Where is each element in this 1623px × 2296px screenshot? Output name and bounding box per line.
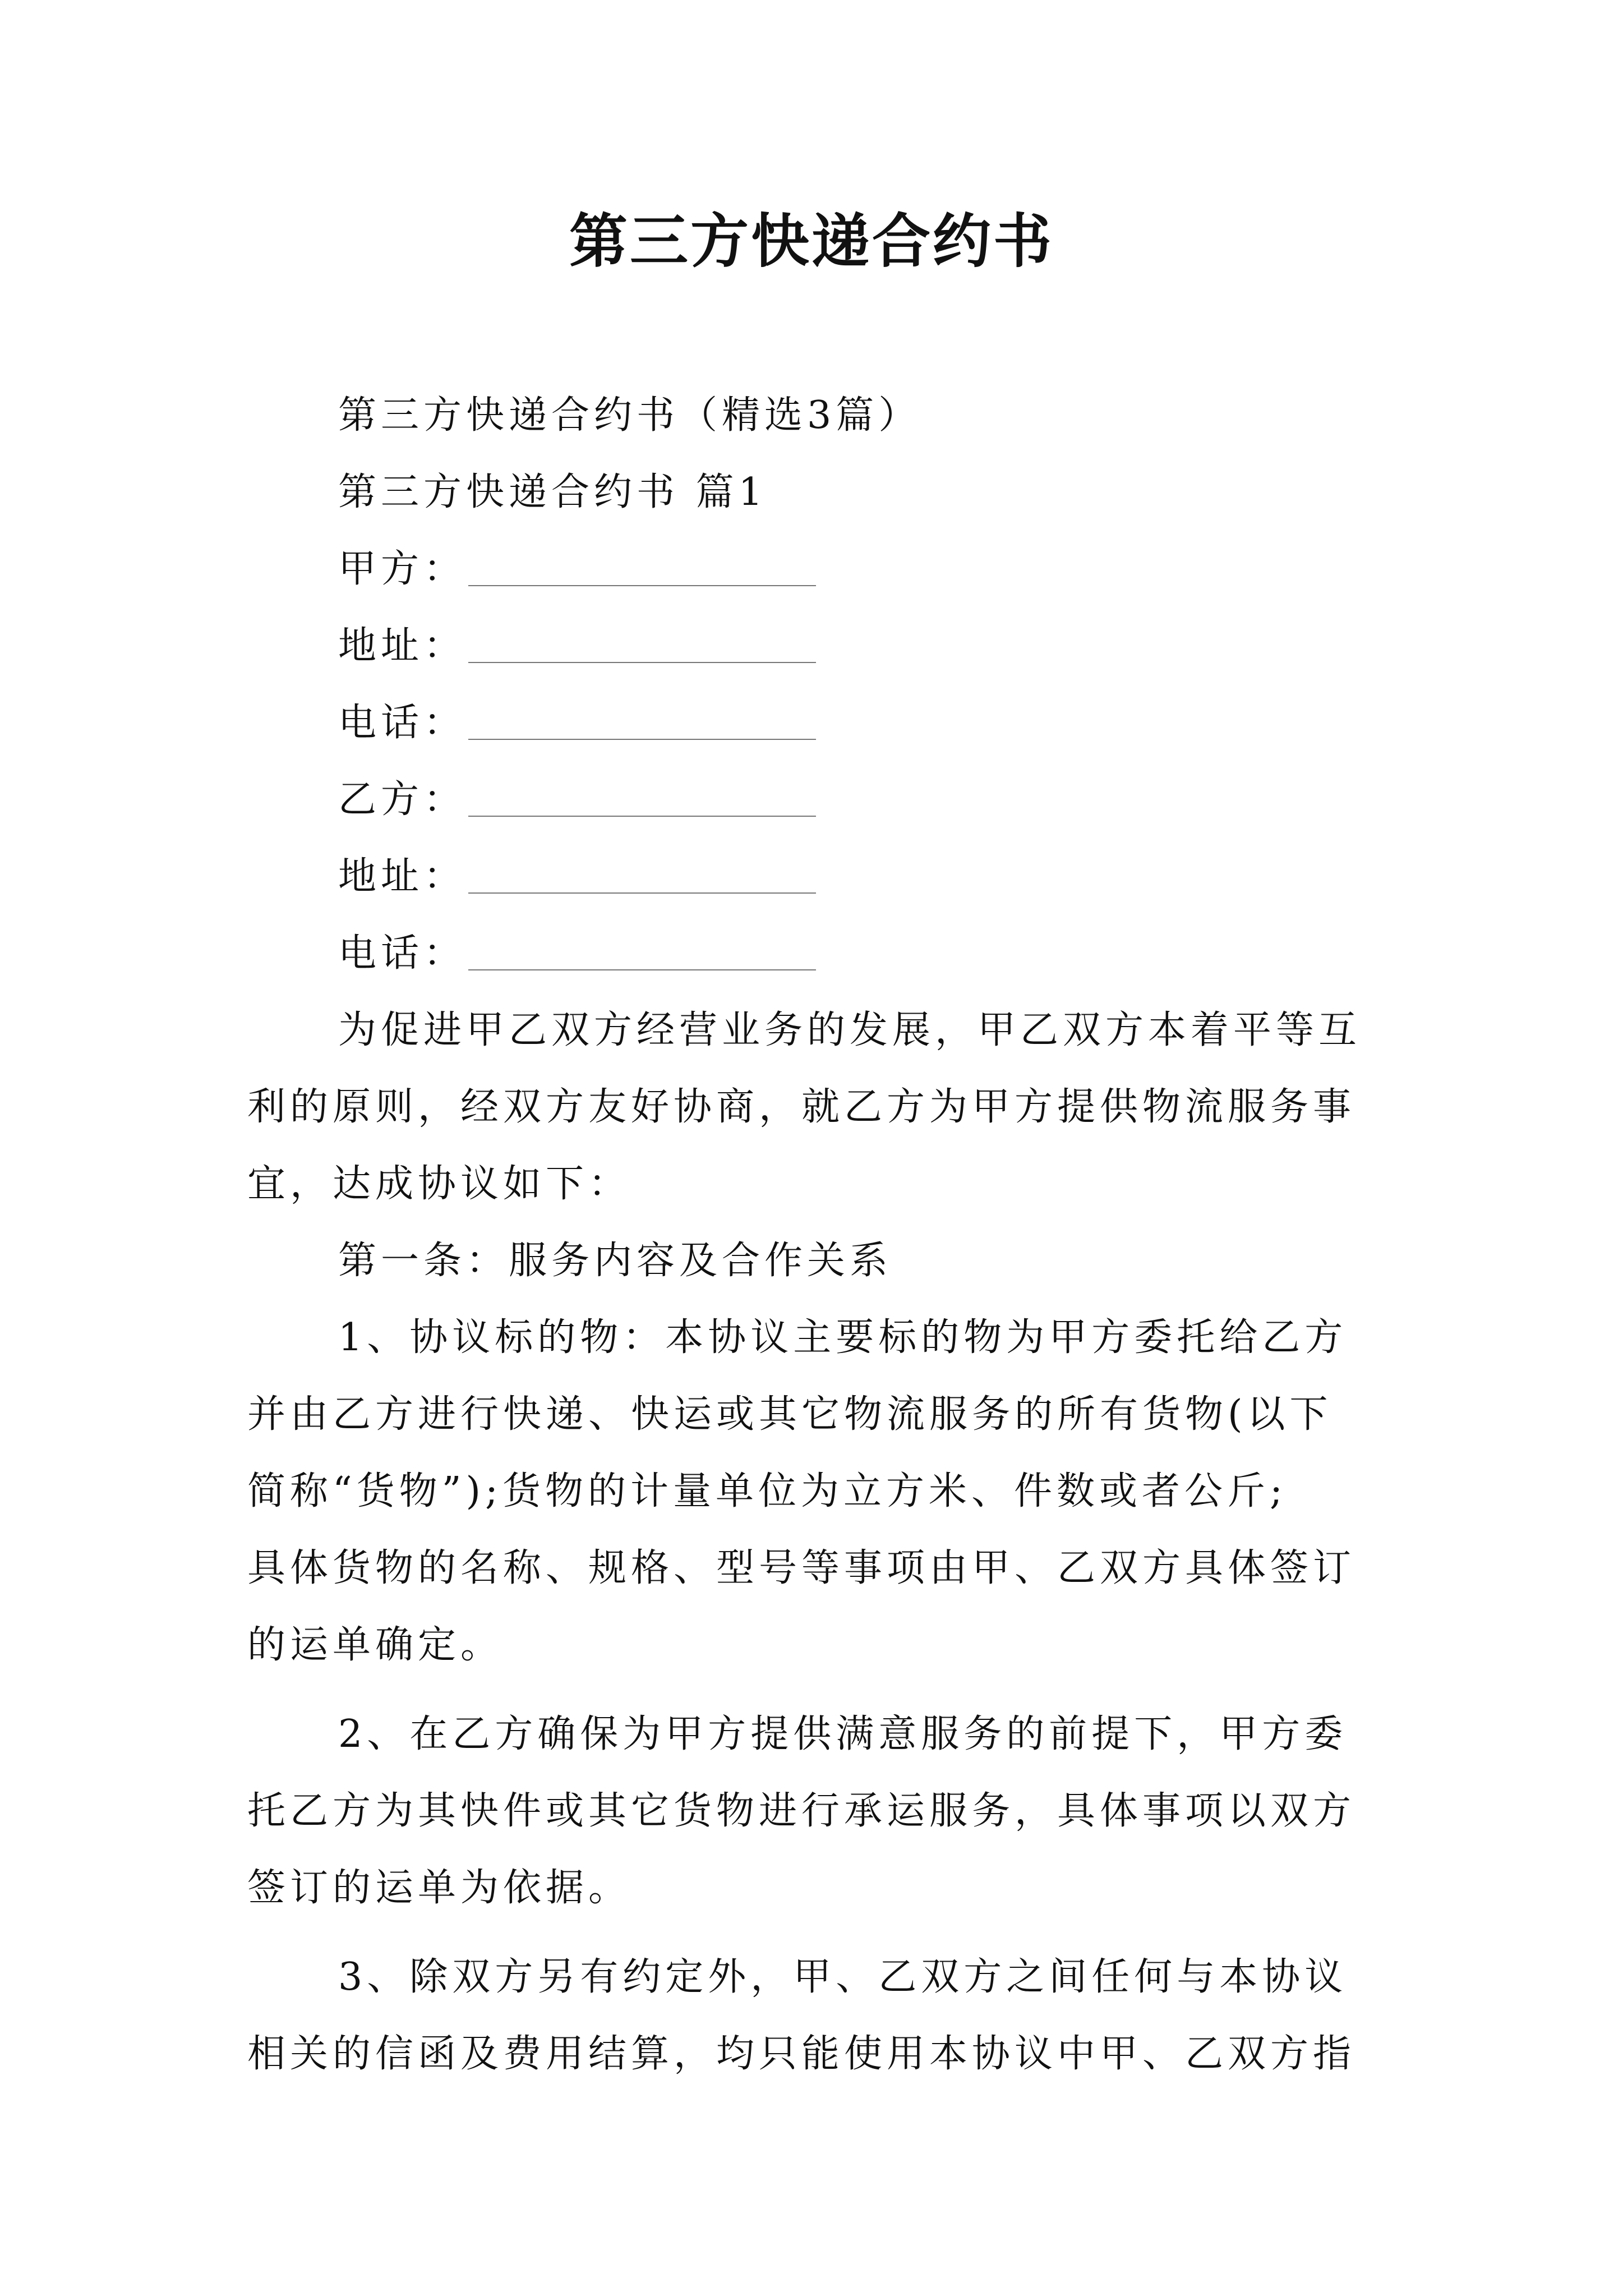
party-b-field xyxy=(247,761,1386,838)
party-b-blank-line xyxy=(468,782,816,817)
party-b-address-label: 地址： xyxy=(338,854,467,899)
party-a-label: 甲方： xyxy=(338,547,467,591)
clause-1-paragraph xyxy=(247,1299,1386,1683)
clause-3-line: 3、除双方另有约定外，甲、乙双方之间任何与本协议 xyxy=(338,1955,1348,1999)
party-a-field xyxy=(247,531,1386,608)
party-a-phone-field xyxy=(247,684,1386,761)
clause-2-paragraph xyxy=(247,1696,1386,1926)
clause-1-line: 简称“货物”);货物的计量单位为立方米、件数或者公斤; xyxy=(247,1469,1287,1513)
paragraph-spacer xyxy=(247,1926,1386,1939)
party-b-phone-blank-line xyxy=(468,936,816,970)
intro-line: 宜，达成协议如下： xyxy=(247,1162,631,1206)
intro-paragraph xyxy=(247,992,1386,1222)
clause-1-line: 具体货物的名称、规格、型号等事项由甲、乙双方具体签订 xyxy=(247,1546,1356,1590)
party-b-address-field xyxy=(247,838,1386,915)
party-a-address-field xyxy=(247,608,1386,684)
section-heading: 第三方快递合约书 篇1 xyxy=(338,470,767,514)
party-a-address-label: 地址： xyxy=(338,624,467,668)
clause-1-line: 1、协议标的物：本协议主要标的物为甲方委托给乙方 xyxy=(338,1315,1348,1360)
party-a-phone-blank-line xyxy=(468,705,816,740)
intro-line: 利的原则，经双方友好协商，就乙方为甲方提供物流服务事 xyxy=(247,1085,1356,1129)
party-a-phone-label: 电话： xyxy=(338,701,467,745)
clause-2-line: 托乙方为其快件或其它货物进行承运服务，具体事项以双方 xyxy=(247,1789,1356,1833)
paragraph-spacer xyxy=(247,1683,1386,1696)
party-b-label: 乙方： xyxy=(338,777,467,822)
party-b-phone-label: 电话： xyxy=(338,931,467,976)
article-1-heading: 第一条：服务内容及合作关系 xyxy=(338,1239,893,1283)
document-body xyxy=(247,377,1386,2092)
clause-1-line: 的运单确定。 xyxy=(247,1623,504,1667)
document-title: 第三方快递合约书 xyxy=(569,207,1054,275)
clause-1-line: 并由乙方进行快递、快运或其它物流服务的所有货物(以下 xyxy=(247,1392,1332,1437)
intro-line: 为促进甲乙双方经营业务的发展，甲乙双方本着平等互 xyxy=(338,1008,1362,1052)
document-subtitle: 第三方快递合约书（精选3篇） xyxy=(338,393,921,438)
party-a-address-blank-line xyxy=(468,628,816,663)
party-b-address-blank-line xyxy=(468,859,816,894)
party-b-phone-field xyxy=(247,915,1386,992)
clause-3-paragraph xyxy=(247,1939,1386,2092)
clause-2-line: 签订的运单为依据。 xyxy=(247,1866,631,1910)
party-a-blank-line xyxy=(468,551,816,586)
clause-3-line: 相关的信函及费用结算，均只能使用本协议中甲、乙双方指 xyxy=(247,2032,1356,2076)
clause-2-line: 2、在乙方确保为甲方提供满意服务的前提下，甲方委 xyxy=(338,1712,1348,1756)
